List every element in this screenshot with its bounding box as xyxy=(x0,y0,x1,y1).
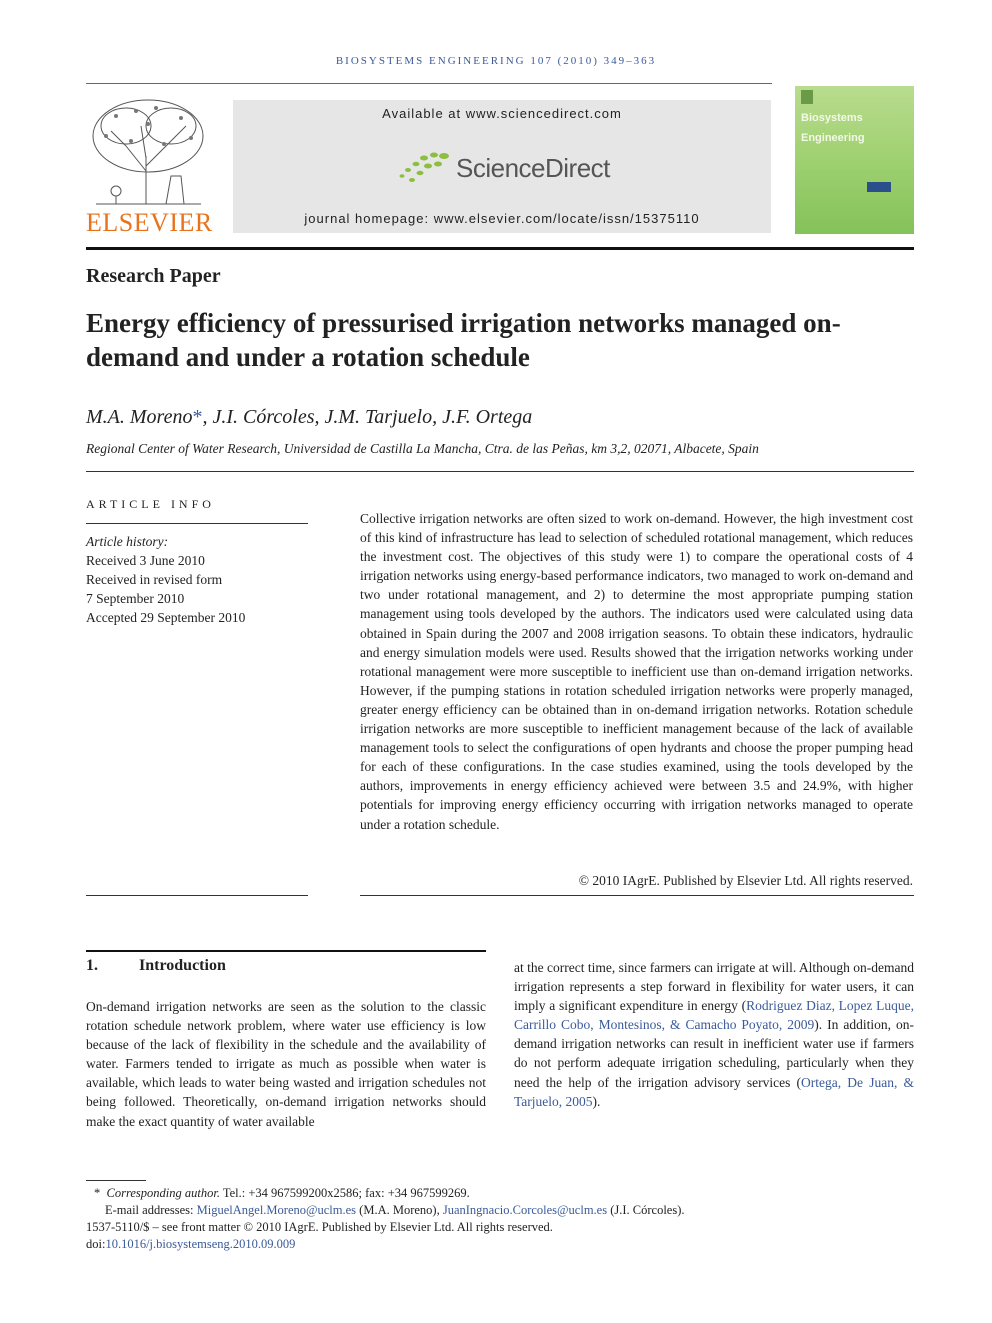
running-head: BIOSYSTEMS ENGINEERING 107 (2010) 349–363 xyxy=(335,55,657,67)
article-history xyxy=(86,532,245,627)
doi-label: doi: xyxy=(86,1237,106,1251)
history-item: Accepted 29 September 2010 xyxy=(86,610,246,625)
abstract-text: Collective irrigation networks are often sized to work on-demand. However, the high investment cost of this kind of infrastructure has lead to selection of scheduled rotational management, which reduces the investment cost. The objectives of this study were 1) to compare the operational costs of 4 irrigation networks using energy-based performance indicators, two managed to work on-demand and two under rotational management, and 2) to determine the most appropriate pumping station management using tools developed by the authors. The indicators used were calculated using data obtained in Spain during the 2007 and 2008 irrigation seasons. To obtain these indicators, hydraulic and energy simulation models were used. Results showed that the irrigation networks working under rotational management were more susceptible to inefficient use than on-demand irrigation networks. However, if the pumping stations in rotation scheduled irrigation networks were properly managed, greater energy efficiency can be obtained than in on-demand irrigation networks. Rotation schedule irrigation networks are more susceptible to inefficient management because of the lack of available management tools to select the configurations of open hydrants and choose the proper pumping head for each of these configurations. In the case studies examined, using the tools developed by the authors, improvements in energy efficiency achieved were between 3.5 and 24.9%, with higher potentials for improving energy efficiency occurring with irrigation networks managed to operate under a rotation schedule. xyxy=(360,511,913,832)
email-footnote xyxy=(86,1202,685,1219)
sciencedirect-banner xyxy=(233,100,771,233)
journal-homepage-link[interactable]: journal homepage: www.elsevier.com/locate/issn/15375110 xyxy=(304,211,700,226)
doi-line xyxy=(86,1236,685,1253)
cover-publisher-mark xyxy=(801,90,813,104)
article-title: Energy efficiency of pressurised irrigation networks managed on-demand and under a rotation schedule xyxy=(86,308,841,372)
article-info-rule xyxy=(86,523,308,524)
footnote-text: (M.A. Moreno), xyxy=(356,1203,443,1217)
section-title: Introduction xyxy=(139,957,226,974)
email-link[interactable]: JuanIngnacio.Corcoles@uclm.es xyxy=(442,1203,608,1217)
article-type: Research Paper xyxy=(86,265,221,287)
header-rule xyxy=(86,83,772,84)
cover-title-line: Engineering xyxy=(801,132,865,144)
footnote-label: E-mail addresses: xyxy=(105,1203,197,1217)
email-link[interactable]: MiguelAngel.Moreno@uclm.es xyxy=(196,1203,357,1217)
cover-badge xyxy=(867,182,891,192)
footnote-label: Corresponding author. xyxy=(106,1186,220,1200)
abstract-bottom-rule xyxy=(360,895,914,896)
abstract-copyright: © 2010 IAgrE. Published by Elsevier Ltd. All rights reserved. xyxy=(578,873,913,888)
section-heading-introduction xyxy=(86,957,226,975)
sciencedirect-wordmark: ScienceDirect xyxy=(456,152,610,183)
citation-link[interactable]: Rodriguez Diaz, Lopez Luque, Carrillo Cobo, Montesinos, & Camacho Poyato, 2009 xyxy=(514,998,915,1033)
affiliation: Regional Center of Water Research, Universidad de Castilla La Mancha, Ctra. de las Peñas, km 3,2, 02071, Albacete, Spain xyxy=(86,441,759,456)
doi-link[interactable]: 10.1016/j.biosystemseng.2010.09.009 xyxy=(105,1237,296,1251)
tree-logo-icon xyxy=(86,96,212,206)
footnote-rule xyxy=(86,1180,146,1181)
sciencedirect-logo[interactable] xyxy=(398,148,610,188)
journal-cover-thumbnail[interactable] xyxy=(795,86,914,234)
footnote-mark: * xyxy=(94,1186,101,1200)
article-info-bottom-rule xyxy=(86,895,308,896)
cover-title-line: Biosystems xyxy=(801,112,863,124)
issn-line: 1537-5110/$ – see front matter © 2010 IAgrE. Published by Elsevier Ltd. All rights reserved. xyxy=(86,1220,553,1234)
section-rule xyxy=(86,950,486,952)
history-item: Received in revised form xyxy=(86,572,223,587)
body-text-right-column xyxy=(514,958,914,1111)
footnote-text: Tel.: +34 967599200x2586; fax: +34 967599269. xyxy=(219,1186,470,1200)
author-names[interactable]: , J.I. Córcoles, J.M. Tarjuelo, J.F. Ortega xyxy=(202,406,533,428)
history-item: 7 September 2010 xyxy=(86,591,185,606)
corresponding-author-mark[interactable]: * xyxy=(192,406,203,428)
history-item: Received 3 June 2010 xyxy=(86,553,205,568)
available-at-link[interactable]: Available at www.sciencedirect.com xyxy=(382,106,622,121)
author-list xyxy=(86,406,532,429)
footnotes xyxy=(86,1185,685,1253)
article-info-heading: ARTICLE INFO xyxy=(86,497,215,511)
header-thick-rule xyxy=(86,247,914,250)
corresponding-author-footnote xyxy=(86,1185,685,1202)
elsevier-logo[interactable] xyxy=(86,96,212,238)
cover-title xyxy=(801,108,865,148)
sciencedirect-dots-icon xyxy=(398,150,450,186)
body-text: ). In addition, on-demand irrigation networks can result in inefficient water use if farmers do not perform adequate irrigation scheduling, particularly when they need the help of the irrigation advisory services ( xyxy=(514,1017,914,1090)
citation-link[interactable]: Ortega, De Juan, & Tarjuelo, 2005 xyxy=(514,1074,914,1109)
affiliation-rule xyxy=(86,471,914,472)
section-number: 1. xyxy=(86,957,98,974)
history-label: Article history: xyxy=(86,534,169,549)
footnote-text: (J.I. Córcoles). xyxy=(607,1203,685,1217)
body-text-left-column: On-demand irrigation networks are seen as the solution to the classic rotation schedule network problem, where water use efficiency is low because of the lack of flexibility in the schedule and the availability of water. Farmers tended to irrigate as much as possible when water is available, which leads to water being wasted and irrigation schedules not being followed. Theoretically, on-demand irrigation networks should make the exact quantity of water available xyxy=(86,999,486,1129)
body-text: ). xyxy=(592,1093,601,1109)
author-name[interactable]: M.A. Moreno xyxy=(86,406,193,428)
elsevier-wordmark: ELSEVIER xyxy=(86,208,213,237)
body-text: at the correct time, since farmers can irrigate at will. Although on-demand irrigation represents a step forward in flexibility for water users, it can imply a significant expenditure in energy ( xyxy=(514,960,914,1014)
